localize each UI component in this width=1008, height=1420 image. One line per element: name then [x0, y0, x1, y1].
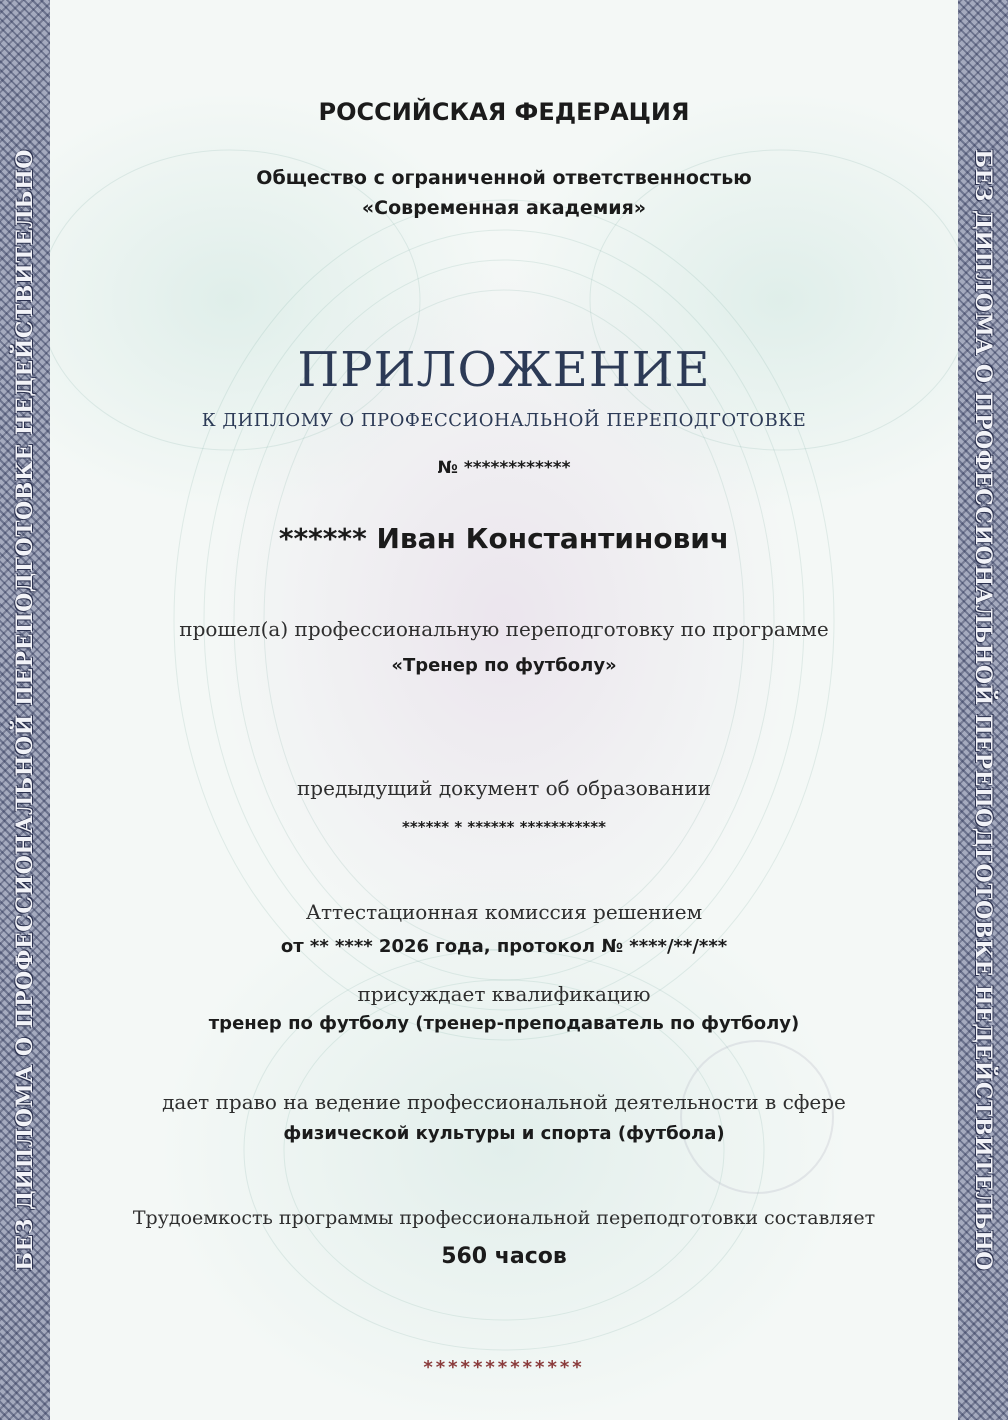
left-border-caption [0, 0, 50, 1420]
country-heading: РОССИЙСКАЯ ФЕДЕРАЦИЯ [318, 98, 690, 126]
workload-label: Трудоемкость программы профессиональной переподготовки составляет [132, 1207, 876, 1229]
commission-decision: от ** **** 2026 года, протокол № ****/**/*** [280, 936, 728, 957]
rights-label: дает право на ведение профессиональной деятельности в сфере [162, 1090, 846, 1114]
organization-line-1: Общество с ограниченной ответственностью [256, 167, 752, 189]
faint-seal-mark [680, 1040, 834, 1194]
right-border-text: БЕЗ ДИПЛОМА О ПРОФЕССИОНАЛЬНОЙ ПЕРЕПОДГОТОВКЕ НЕДЕЙСТВИТЕЛЬНО [970, 149, 996, 1271]
program-name: «Тренер по футболу» [391, 655, 617, 676]
document-number: № ************ [437, 458, 571, 478]
holder-full-name: ****** Иван Константинович [278, 522, 730, 555]
right-border-caption [958, 0, 1008, 1420]
program-completed-text: прошел(а) профессиональную переподготовку по программе [179, 617, 829, 641]
previous-document-label: предыдущий документ об образовании [296, 776, 712, 800]
organization-name [60, 163, 948, 223]
activity-sphere: физической культуры и спорта (футбола) [283, 1123, 725, 1144]
previous-document-value: ****** * ****** *********** [402, 818, 606, 836]
workload-hours: 560 часов [441, 1244, 567, 1269]
document-title: ПРИЛОЖЕНИЕ [297, 342, 711, 398]
organization-line-2: «Современная академия» [361, 197, 647, 219]
document-subtitle: К ДИПЛОМУ О ПРОФЕССИОНАЛЬНОЙ ПЕРЕПОДГОТОВКЕ [201, 410, 807, 431]
qualification-name: тренер по футболу (тренер-преподаватель по футболу) [208, 1013, 800, 1034]
commission-label: Аттестационная комиссия решением [305, 900, 703, 924]
left-border-text: БЕЗ ДИПЛОМА О ПРОФЕССИОНАЛЬНОЙ ПЕРЕПОДГОТОВКЕ НЕДЕЙСТВИТЕЛЬНО [12, 149, 38, 1271]
awards-qualification-label: присуждает квалификацию [357, 982, 651, 1006]
serial-number: ************* [423, 1357, 585, 1378]
